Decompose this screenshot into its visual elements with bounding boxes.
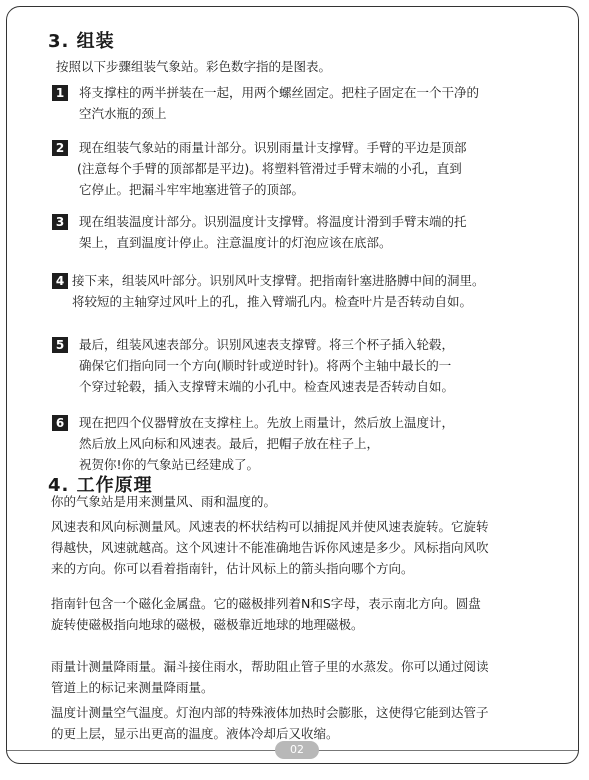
step-5-line-3: 个穿过轮毂，插入支撑臂末端的小孔中。检查风速表是否转动自如。 <box>79 379 455 394</box>
section-4-para-5-line-2: 的更上层，显示出更高的温度。液体冷却后又收缩。 <box>51 726 339 741</box>
step-4-line-2: 将较短的主轴穿过风叶上的孔，推入臂端孔内。检查叶片是否转动自如。 <box>72 294 473 309</box>
step-6-line-2: 然后放上风向标和风速表。最后，把帽子放在柱子上， <box>79 436 380 451</box>
section-4-para-2-line-2: 得越快，风速就越高。这个风速计不能准确地告诉你风速是多少。风标指向风吹 <box>51 540 489 555</box>
step-6-line-3: 祝贺你!你的气象站已经建成了。 <box>79 457 260 472</box>
step-4-number: 4 <box>52 273 68 289</box>
step-6-line-1: 现在把四个仪器臂放在支撑柱上。先放上雨量计，然后放上温度计， <box>79 415 455 430</box>
section-3-heading: 3. 组装 <box>48 31 115 52</box>
step-3-line-2: 架上，直到温度计停止。注意温度计的灯泡应该在底部。 <box>79 235 392 250</box>
section-4-para-3-line-2: 旋转使磁极指向地球的磁极，磁极靠近地球的地理磁极。 <box>51 617 364 632</box>
step-3-number: 3 <box>52 214 68 230</box>
step-2-line-3: 它停止。把漏斗牢牢地塞进管子的顶部。 <box>79 182 305 197</box>
section-4-para-2-line-3: 来的方向。你可以看着指南针，估计风标上的箭头指向哪个方向。 <box>51 561 414 576</box>
step-1-number: 1 <box>52 85 68 101</box>
step-1-line-2: 空汽水瓶的颈上 <box>79 106 167 121</box>
step-5-line-1: 最后，组装风速表部分。识别风速表支撑臂。将三个杯子插入轮毂， <box>79 337 455 352</box>
step-2-line-1: 现在组装气象站的雨量计部分。识别雨量计支撑臂。手臂的平边是顶部 <box>79 140 467 155</box>
step-2-line-2: (注意每个手臂的顶部都是平边)。将塑料管滑过手臂末端的小孔，直到 <box>77 161 462 176</box>
section-4-para-3-line-1: 指南针包含一个磁化金属盘。它的磁极排列着N和S字母，表示南北方向。圆盘 <box>51 596 481 611</box>
step-5-number: 5 <box>52 337 68 353</box>
section-4-heading: 4. 工作原理 <box>48 475 153 496</box>
section-4-para-1-line-1: 你的气象站是用来测量风、雨和温度的。 <box>51 494 277 509</box>
section-4-para-5-line-1: 温度计测量空气温度。灯泡内部的特殊液体加热时会膨胀，这使得它能到达管子 <box>51 705 489 720</box>
section-4-para-2-line-1: 风速表和风向标测量风。风速表的杯状结构可以捕捉风并使风速表旋转。它旋转 <box>51 519 489 534</box>
step-2-number: 2 <box>52 140 68 156</box>
step-6-number: 6 <box>52 415 68 431</box>
section-3-intro: 按照以下步骤组装气象站。彩色数字指的是图表。 <box>56 59 332 74</box>
section-4-para-4-line-1: 雨量计测量降雨量。漏斗接住雨水，帮助阻止管子里的水蒸发。你可以通过阅读 <box>51 659 489 674</box>
step-1-line-1: 将支撑柱的两半拼装在一起，用两个螺丝固定。把柱子固定在一个干净的 <box>79 85 480 100</box>
step-5-line-2: 确保它们指向同一个方向(顺时针或逆时针)。将两个主轴中最长的一 <box>79 358 452 373</box>
manual-page <box>6 6 579 764</box>
step-4-line-1: 接下来，组装风叶部分。识别风叶支撑臂。把指南针塞进胳膊中间的洞里。 <box>72 273 485 288</box>
section-4-para-4-line-2: 管道上的标记来测量降雨量。 <box>51 680 214 695</box>
page-number: 02 <box>275 741 319 759</box>
step-3-line-1: 现在组装温度计部分。识别温度计支撑臂。将温度计滑到手臂末端的托 <box>79 214 467 229</box>
